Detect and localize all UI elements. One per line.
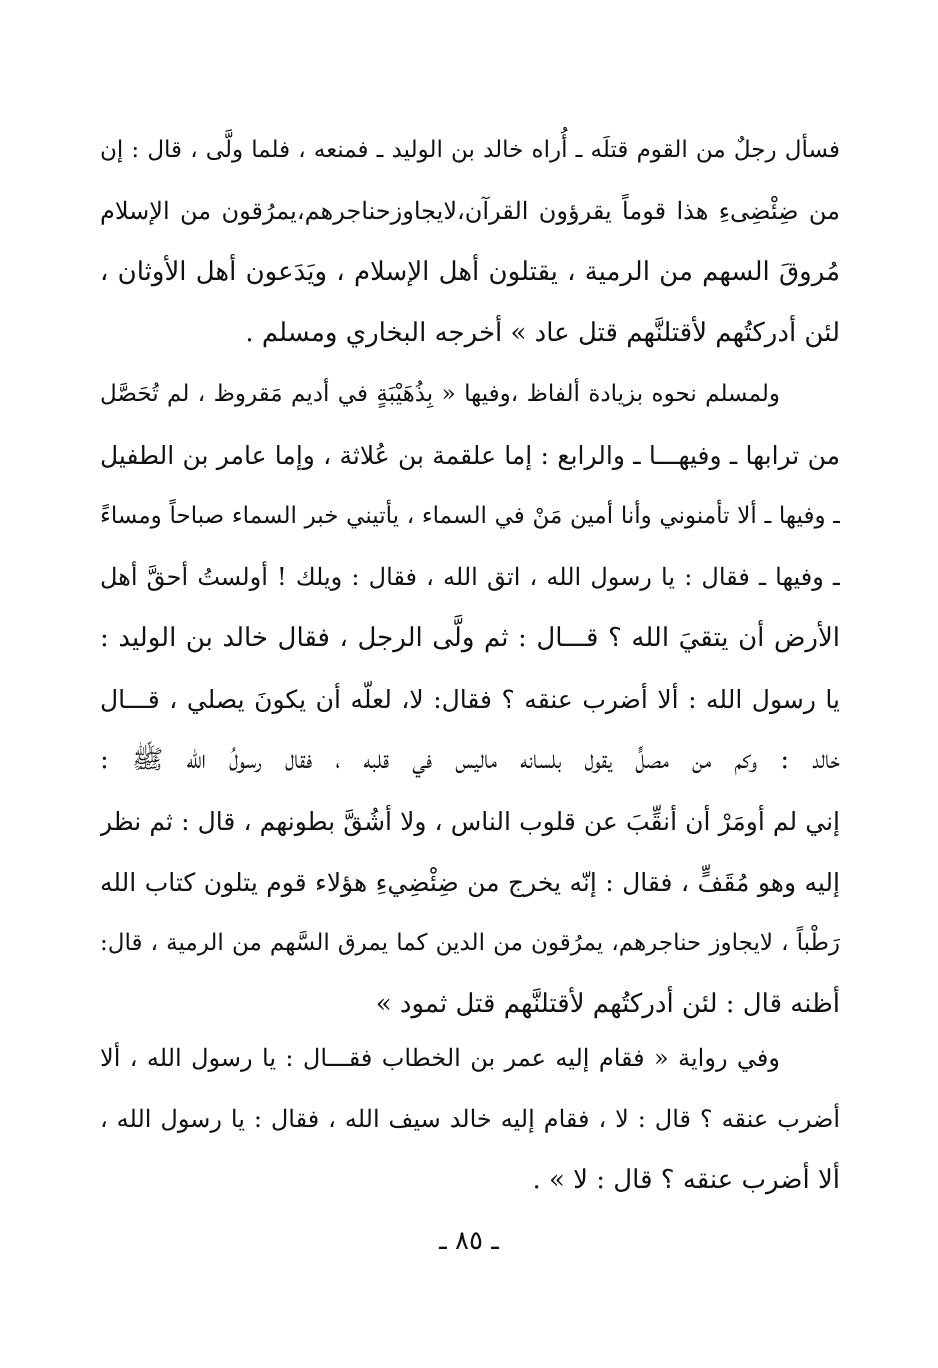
page-number: ـ ٨٥ ـ [439,1226,499,1256]
text-line: ـ وفيها ـ ألا تأمنوني وأنا أمين مَنْ في السماء ، يأتيني خبر السماء صباحاً ومساءً [100,503,840,529]
text-line: ألا أضرب عنقه ؟ قال : لا » . [532,1165,840,1195]
text-line: لئن أدركتُهم لأقتلنَّهم قتل عاد » أخرجه البخاري ومسلم . [245,318,840,348]
text-line: من ترابها ـ وفيهـــا ـ والرابع : إما علقمة بن عُلاثة ، وإما عامر بن الطفيل [100,441,840,470]
text-line: الأرض أن يتقيَ الله ؟ قـــال : ثم ولَّى الرجل ، فقال خالد بن الوليد : [100,623,840,653]
text-line: خالد : وكم من مصلٍّ يقول بلسانه ماليس في قلبه ، فقال رسولُ الله ﷺ : [100,745,840,775]
paragraph-3 [100,1028,840,1211]
text-line: فسأل رجلٌ من القوم قتلَه ـ أُراه خالد بن الوليد ـ فمنعه ، فلما ولَّى ، قال : إن [100,137,840,163]
text-line: وفي رواية « فقام إليه عمر بن الخطاب فقـــال : يا رسول الله ، ألا [100,1044,780,1072]
text-line: إليه وهو مُقَفٍّ ، فقال : إنّه يخرج من ضِئْضِيءِ هؤلاء قوم يتلون كتاب الله [100,868,840,897]
text-line: رَطْباً ، لايجاوز حناجرهم، يمرُقون من الدين كما يمرق السَّهم من الرمية ، قال: [100,930,840,956]
paragraph-1 [100,120,840,364]
text-line: إني لم أومَرْ أن أنقِّبَ عن قلوب الناس ، ولا أشُقَّ بطونهم ، قال : ثم نظر [100,807,840,836]
text-line: أضرب عنقه ؟ قال : لا ، فقام إليه خالد سيف الله ، فقال : يا رسول الله ، [100,1105,840,1133]
text-line: أظنه قال : لئن أدركتُهم لأقتلنَّهم قتل ثمود » [375,989,840,1019]
text-line: يا رسول الله : ألا أضرب عنقه ؟ فقال: لا، لعلّه أن يكونَ يصلي ، قـــال [100,685,840,714]
text-line: مُروقَ السهم من الرمية ، يقتلون أهل الإسلام ، ويَدَعون أهل الأوثان ، [100,257,840,287]
text-line: ولمسلم نحوه بزيادة ألفاظ ،وفيها « بِذُهَيْبَةٍ في أديم مَقروظ ، لم تُحَصَّل [100,381,780,407]
paragraph-2 [100,364,840,1035]
text-line: ـ وفيها ـ فقال : يا رسول الله ، اتق الله ، فقال : ويلك ! أولستُ أحقَّ أهل [100,563,840,591]
text-line: من ضِئْضِىءِ هذا قوماً يقرؤون القرآن،لايجاوزحناجرهم،يمرُقون من الإسلام [100,197,840,225]
